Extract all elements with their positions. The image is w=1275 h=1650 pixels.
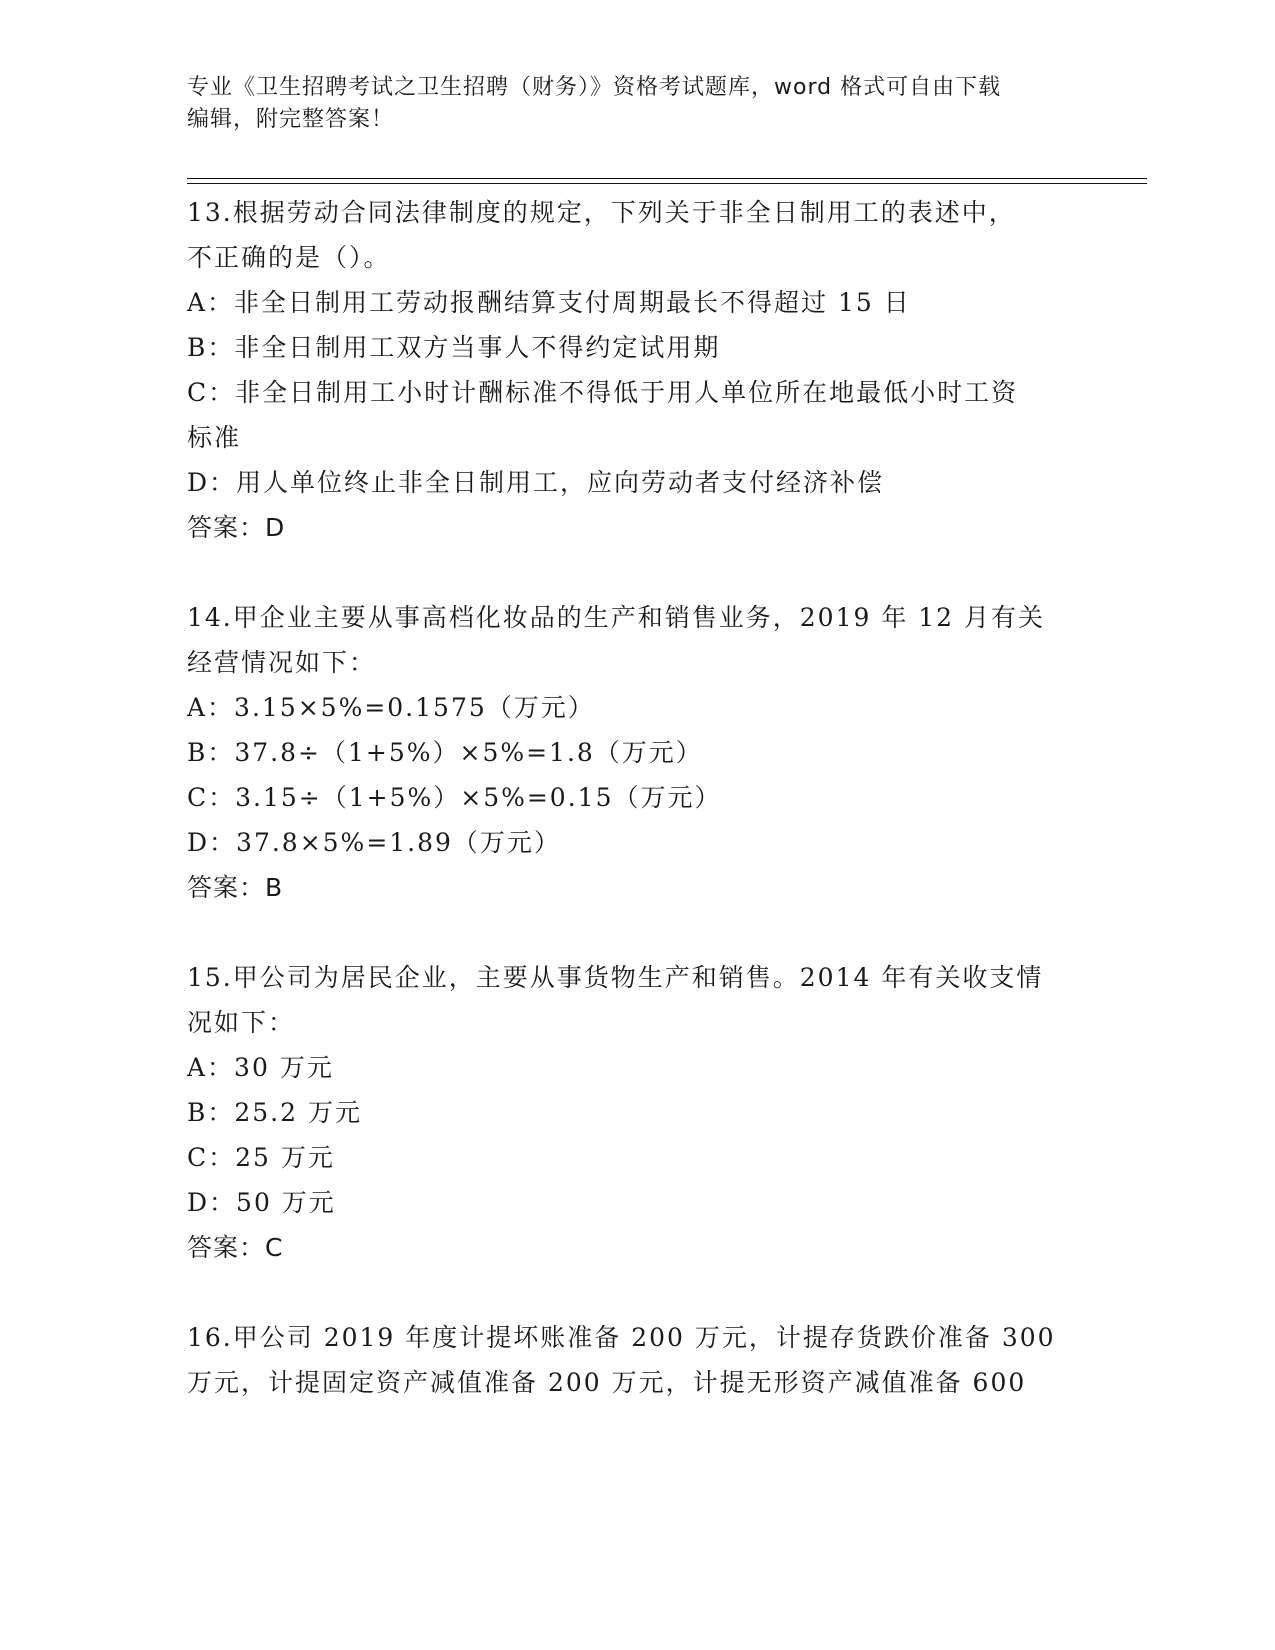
question-text-line: 13.根据劳动合同法律制度的规定，下列关于非全日制用工的表述中，	[187, 198, 1016, 227]
question-16	[187, 1315, 1087, 1405]
option-a: A：30 万元	[187, 1053, 334, 1082]
question-list	[187, 190, 1087, 1405]
question-text-line: 万元，计提固定资产减值准备 200 万元，计提无形资产减值准备 600	[187, 1368, 1027, 1397]
question-15	[187, 955, 1087, 1270]
option-a: A：3.15×5%=0.1575（万元）	[187, 693, 595, 722]
option-c: C：25 万元	[187, 1143, 335, 1172]
question-text-line: 15.甲公司为居民企业，主要从事货物生产和销售。2014 年有关收支情	[187, 963, 1044, 992]
spacer	[187, 550, 1087, 595]
answer-label: 答案：	[187, 1233, 266, 1262]
answer-value: C	[265, 1233, 284, 1262]
answer-label: 答案：	[187, 513, 266, 542]
spacer	[187, 910, 1087, 955]
option-c-continued: 标准	[187, 423, 242, 452]
header-line-1: 专业《卫生招聘考试之卫生招聘（财务）》资格考试题库，word 格式可自由下载	[187, 75, 1002, 100]
question-13	[187, 190, 1087, 550]
question-text-line: 16.甲公司 2019 年度计提坏账准备 200 万元，计提存货跌价准备 300	[187, 1323, 1056, 1352]
question-14	[187, 595, 1087, 910]
option-c: C：非全日制用工小时计酬标准不得低于用人单位所在地最低小时工资	[187, 378, 1019, 407]
answer-line	[187, 505, 1087, 550]
answer-value: B	[265, 873, 284, 902]
header-divider-top	[187, 178, 1147, 179]
option-c: C：3.15÷（1+5%）×5%=0.15（万元）	[187, 783, 722, 812]
option-d: D：用人单位终止非全日制用工，应向劳动者支付经济补偿	[187, 468, 885, 497]
question-text-line: 经营情况如下：	[187, 648, 377, 677]
question-text-line: 况如下：	[187, 1008, 296, 1037]
question-text-line: 14.甲企业主要从事高档化妆品的生产和销售业务，2019 年 12 月有关	[187, 603, 1046, 632]
option-d: D：37.8×5%=1.89（万元）	[187, 828, 561, 857]
option-b: B：25.2 万元	[187, 1098, 362, 1127]
header-divider-bottom	[187, 183, 1147, 184]
answer-line	[187, 1225, 1087, 1270]
header-line-2: 编辑，附完整答案！	[187, 107, 395, 132]
option-a: A：非全日制用工劳动报酬结算支付周期最长不得超过 15 日	[187, 288, 911, 317]
option-b: B：非全日制用工双方当事人不得约定试用期	[187, 333, 721, 362]
answer-label: 答案：	[187, 873, 266, 902]
option-d: D：50 万元	[187, 1188, 336, 1217]
question-text-line: 不正确的是（）。	[187, 243, 391, 272]
answer-value: D	[265, 513, 286, 542]
document-header	[187, 72, 1067, 136]
spacer	[187, 1270, 1087, 1315]
option-b: B：37.8÷（1+5%）×5%=1.8（万元）	[187, 738, 703, 767]
answer-line	[187, 865, 1087, 910]
